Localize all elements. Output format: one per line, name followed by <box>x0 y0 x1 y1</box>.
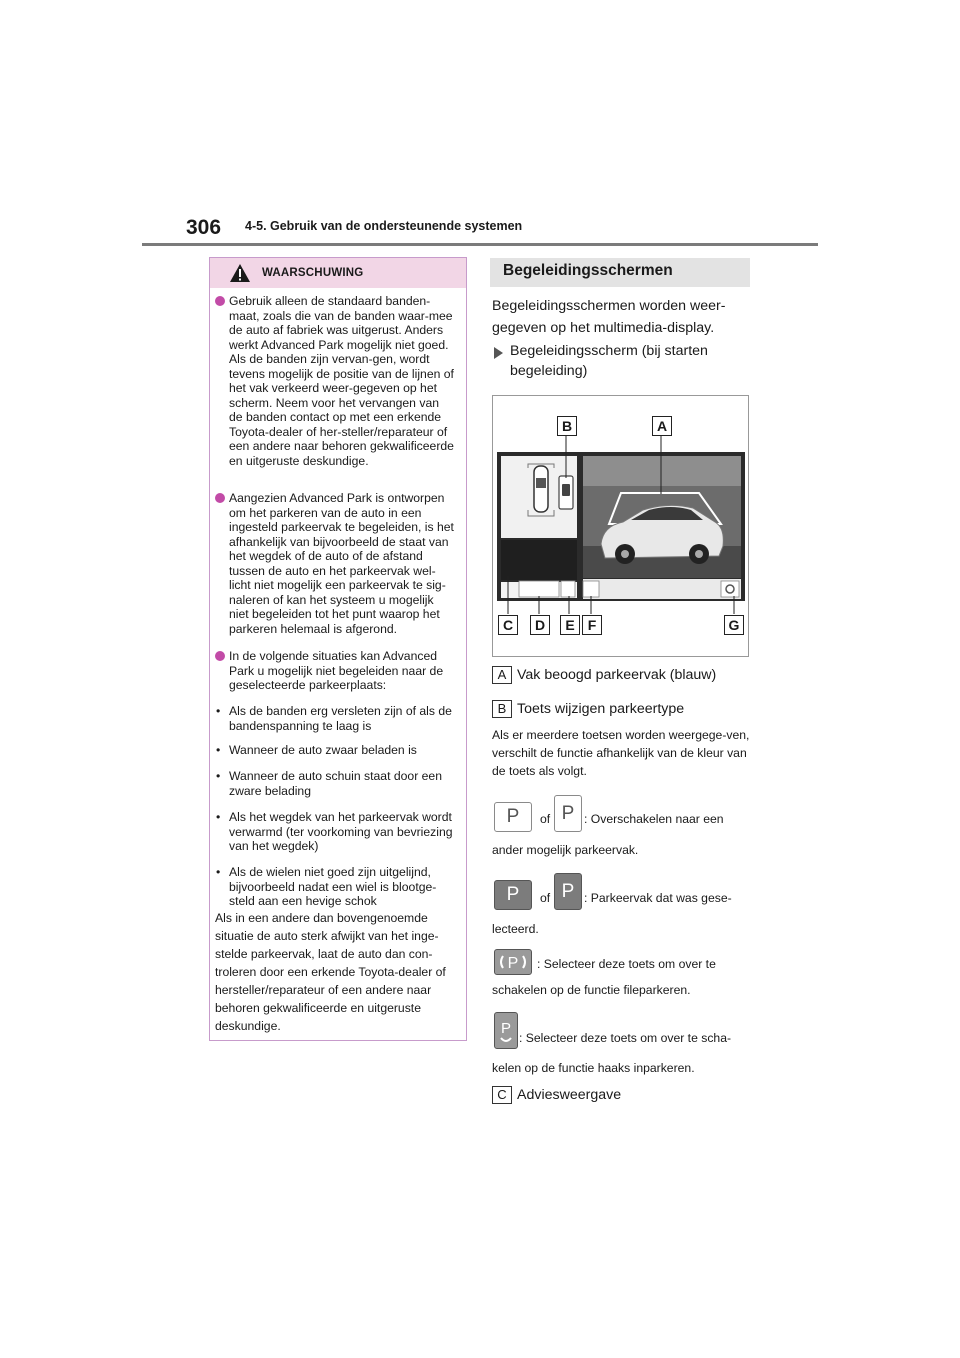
bullet-dot-icon <box>215 296 225 306</box>
callout-a: A <box>652 416 672 436</box>
header-rule <box>142 243 818 246</box>
warning-sub-item: • Wanneer de auto zwaar beladen is <box>216 743 417 757</box>
p-button-light-tall-icon: P <box>554 795 582 832</box>
callout-c: C <box>498 615 518 635</box>
warning-title: WAARSCHUWING <box>262 267 364 279</box>
subheading: Begeleidingsscherm (bij starten begeleiding) <box>510 343 708 379</box>
warning-sub-item: • Als de wielen niet goed zijn uitgelijnd, bijvoorbeeld nadat een wiel is blootge-steld aan een hevige schok <box>216 865 437 908</box>
parallel-parking-button-icon <box>494 949 532 975</box>
button-desc: lecteerd. <box>492 922 539 936</box>
callout-b: B <box>557 416 577 436</box>
warning-box <box>209 257 467 1041</box>
callout-d: D <box>530 615 550 635</box>
page-number: 306 <box>186 216 222 239</box>
triangle-bullet-icon <box>494 347 503 359</box>
warning-bullet: Aangezien Advanced Park is ontworpen om het parkeren van de auto in een ingesteld parkeervak te begeleiden, is het afhankelijk van bijvoorbeeld de staat van het wegdek of de auto of de afstand tussen de auto en het parkeervak wel-licht niet mogelijk een parkeervak te sig-naleren of kan het systeem u mogelijk niet begeleiden tot het punt waarop het parkeren helemaal is afgerond. <box>215 491 455 636</box>
intro-text: Begeleidingsschermen worden weer-gegeven op het multimedia-display. <box>492 298 726 336</box>
p-button-light-icon: P <box>494 802 532 832</box>
or-label: of <box>540 812 551 826</box>
callout-e: E <box>560 615 580 635</box>
warning-sub-item: • Als de banden erg versleten zijn of als de bandenspanning te laag is <box>216 704 452 733</box>
callout-f: F <box>582 615 602 635</box>
warning-closing-text: Als in een andere dan bovengenoemde situatie de auto sterk afwijkt van het inge-stelde parkeervak, laat de auto dan con-troleren door een erkende Toyota-dealer of hersteller/reparateur of een andere naar behoren gekwalificeerde en uitgeruste deskundige. <box>215 911 446 1033</box>
warning-header <box>210 258 466 288</box>
button-desc: : Selecteer deze toets om over te scha- <box>519 1031 732 1045</box>
svg-text:P: P <box>507 955 519 972</box>
p-button-dark-icon: P <box>494 880 532 910</box>
p-button-dark-tall-icon: P <box>554 873 582 910</box>
legend-item-b: B Toets wijzigen parkeertype <box>492 700 684 718</box>
bullet-dot-icon <box>215 651 225 661</box>
bullet-dot-icon <box>215 493 225 503</box>
warning-sub-item: • Als het wegdek van het parkeervak wordt verwarmd (ter voorkoming van bevriezing van het wegdek) <box>216 810 453 853</box>
guidance-screen-diagram <box>492 395 749 657</box>
button-desc: : Overschakelen naar een <box>584 812 724 826</box>
perpendicular-parking-button-icon <box>494 1012 518 1049</box>
legend-item-a: A Vak beoogd parkeervak (blauw) <box>492 666 716 684</box>
warning-sub-item: • Wanneer de auto schuin staat door een zware belading <box>216 769 442 798</box>
section-title: 4-5. Gebruik van de ondersteunende systemen <box>245 219 523 233</box>
warning-bullet: Gebruik alleen de standaard banden-maat, zoals die van de banden waar-mee de auto af fabriek was uitgerust. Anders werkt Advanced Park mogelijk niet goed. Als de banden zijn vervan-gen, wordt tevens mogelijk de positie van de lijnen of het vak verkeerd weer-gegeven op het scherm. Neem voor het vervangen van de banden contact op met een erkende Toyota-dealer of her-steller/reparateur of een andere naar behoren gekwalificeerde en uitgeruste deskundige. <box>215 294 455 468</box>
svg-text:P: P <box>500 1020 512 1037</box>
legend-item-c: C Adviesweergave <box>492 1086 621 1104</box>
buttons-note: Als er meerdere toetsen worden weergege-ven, verschilt de functie afhankelijk van de kleur van de toets als volgt. <box>492 728 750 778</box>
callout-g: G <box>724 615 744 635</box>
button-desc: : Selecteer deze toets om over te <box>537 957 716 971</box>
button-desc: ander mogelijk parkeervak. <box>492 843 639 857</box>
button-desc: schakelen op de functie fileparkeren. <box>492 983 691 997</box>
warning-bullet: In de volgende situaties kan Advanced Park u mogelijk niet begeleiden naar de geselecteerde parkeerplaats: <box>215 649 455 693</box>
or-label: of <box>540 891 551 905</box>
warning-triangle-icon <box>229 263 251 283</box>
button-desc: kelen op de functie haaks inparkeren. <box>492 1061 695 1075</box>
section-heading: Begeleidingsschermen <box>490 258 750 287</box>
button-desc: : Parkeervak dat was gese- <box>584 891 732 905</box>
